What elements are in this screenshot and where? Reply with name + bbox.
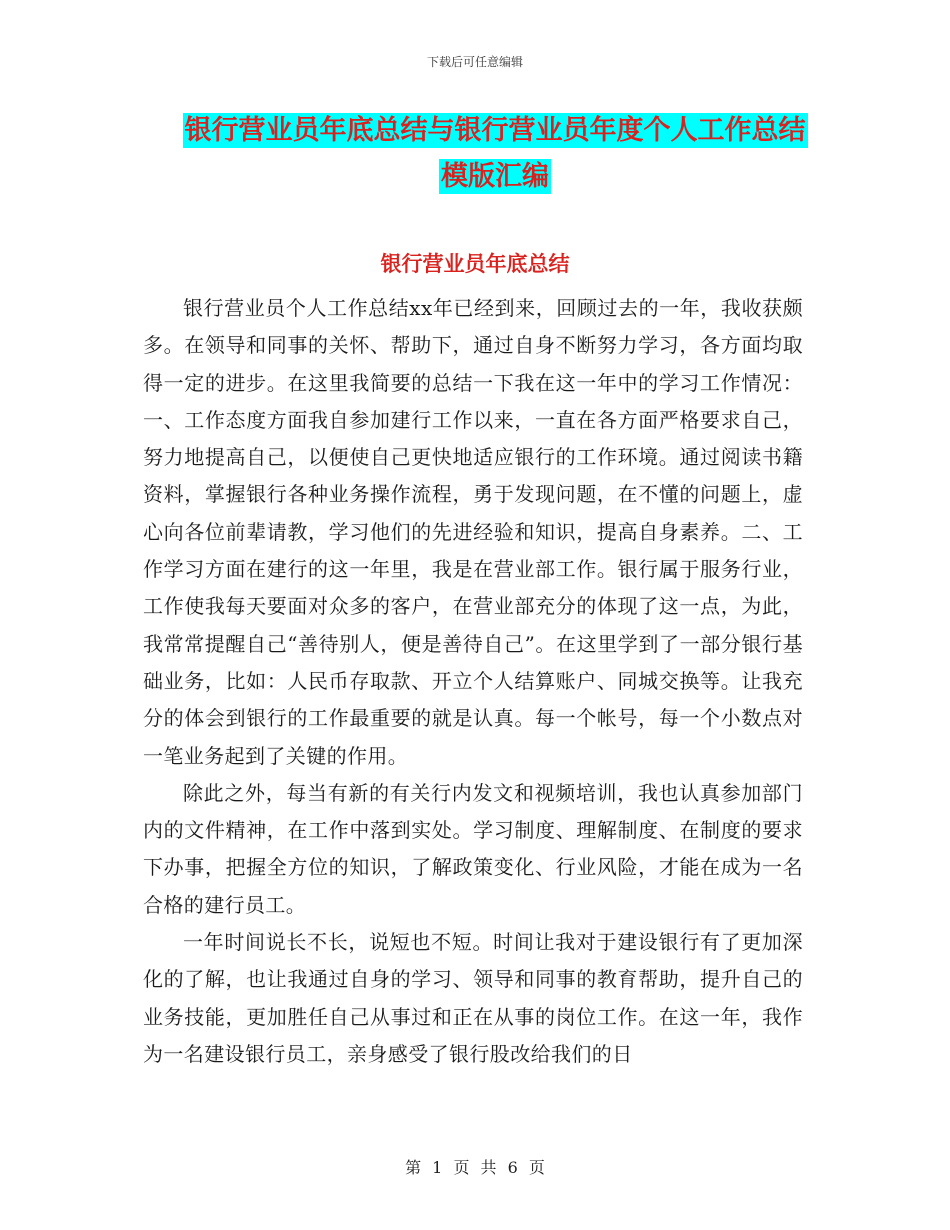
paragraph: 一年时间说长不长，说短也不短。时间让我对于建设银行有了更加深化的了解，也让我通过自身的学习、领导和同事的教育帮助，提升自己的业务技能，更加胜任自己从事过和正在从事的岗位工作。在这一年，我作为一名建设银行员工，亲身感受了银行股改给我们的日 bbox=[143, 930, 803, 1066]
page-indicator: 第 1 页 共 6 页 bbox=[405, 1158, 545, 1177]
section-title: 银行营业员年底总结 bbox=[380, 252, 570, 276]
title-line-1: 银行营业员年底总结与银行营业员年度个人工作总结 bbox=[184, 115, 806, 146]
header-note: 下载后可任意编辑 bbox=[426, 55, 523, 69]
document-body bbox=[143, 290, 803, 1073]
document-title bbox=[120, 108, 870, 200]
paragraph: 除此之外，每当有新的有关行内发文和视频培训，我也认真参加部门内的文件精神，在工作中落到实处。学习制度、理解制度、在制度的要求下办事，把握全方位的知识，了解政策变化、行业风险，才能在成为一名合格的建行员工。 bbox=[143, 780, 803, 917]
paragraph: 银行营业员个人工作总结xx年已经到来，回顾过去的一年，我收获颇多。在领导和同事的关怀、帮助下，通过自身不断努力学习，各方面均取得一定的进步。在这里我简要的总结一下我在这一年中的学习工作情况：一、工作态度方面我自参加建行工作以来，一直在各方面严格要求自己，努力地提高自己，以便使自己更快地适应银行的工作环境。通过阅读书籍资料，掌握银行各种业务操作流程，勇于发现问题，在不懂的问题上，虚心向各位前辈请教，学习他们的先进经验和知识，提高自身素养。二、工作学习方面在建行的这一年里，我是在营业部工作。银行属于服务行业，工作使我每天要面对众多的客户，在营业部充分的体现了这一点，为此，我常常提醒自己“善待别人，便是善待自己”。在这里学到了一部分银行基础业务，比如：人民币存取款、开立个人结算账户、同城交换等。让我充分的体会到银行的工作最重要的就是认真。每一个帐号，每一个小数点对一笔业务起到了关键的作用。 bbox=[143, 296, 803, 768]
title-line-2: 模版汇编 bbox=[441, 161, 549, 192]
